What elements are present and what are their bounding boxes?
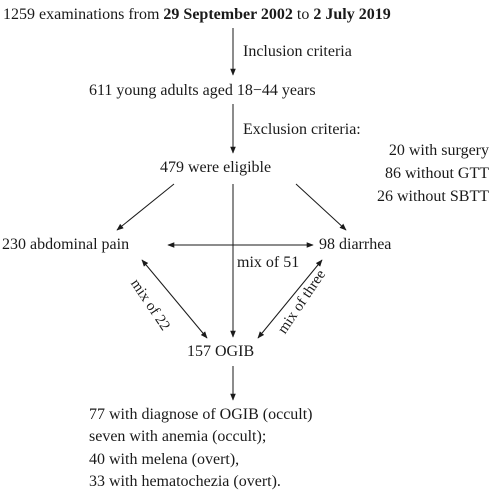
arrow-eligible-to-diarrhea	[296, 184, 346, 230]
exclusion-item-gtt: 86 without GTT	[385, 165, 489, 182]
eligible-node: 479 were eligible	[160, 159, 272, 176]
title-end-date: 2 July 2019	[313, 6, 391, 23]
ogib-node: 157 OGIB	[187, 343, 255, 360]
mix-of-three-label: mix of three	[274, 267, 330, 337]
exclusion-item-surgery: 20 with surgery	[388, 142, 489, 159]
exclusion-criteria-label: Exclusion criteria:	[243, 121, 361, 138]
title-start-date: 29 September 2002	[163, 6, 293, 23]
outcome-hematochezia: 33 with hematochezia (overt).	[89, 473, 281, 490]
arrow-pain-ogib	[142, 260, 207, 338]
diarrhea-node: 98 diarrhea	[319, 236, 392, 253]
outcome-melena: 40 with melena (overt),	[89, 451, 240, 468]
title-prefix: 1259 examinations from	[3, 6, 164, 23]
outcome-occult-diagnose: 77 with diagnose of OGIB (occult)	[89, 406, 313, 423]
abdominal-pain-node: 230 abdominal pain	[2, 236, 130, 253]
mix-of-22-label: mix of 22	[127, 276, 173, 334]
arrow-diarrhea-ogib	[258, 260, 322, 338]
arrow-eligible-to-pain	[117, 184, 174, 230]
outcome-anemia: seven with anemia (occult);	[89, 428, 267, 445]
young-adults-node: 611 young adults aged 18−44 years	[89, 82, 316, 99]
mix-of-51-label: mix of 51	[237, 254, 300, 271]
title-middle: to	[292, 6, 314, 23]
inclusion-criteria-label: Inclusion criteria	[243, 43, 352, 60]
exclusion-item-sbtt: 26 without SBTT	[376, 188, 489, 205]
